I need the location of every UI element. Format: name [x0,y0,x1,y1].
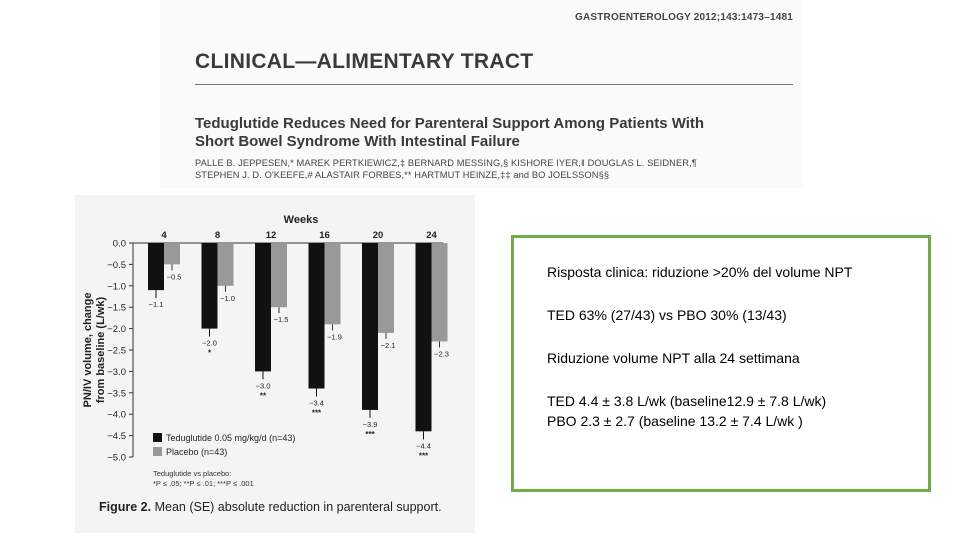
y-tick-label: 0.0 [112,238,126,250]
teduglutide-bar [255,243,271,371]
placebo-value-label: −1.9 [327,332,342,342]
y-tick-label: −4.0 [107,409,126,421]
legend-label-teduglutide: Teduglutide 0.05 mg/kg/d (n=43) [166,433,296,443]
significance-marker: * [207,348,212,358]
placebo-bar [325,243,341,324]
y-axis-label-line-2: from baseline (L/wk) [95,296,107,404]
teduglutide-bar [309,243,325,389]
teduglutide-bar [416,243,432,431]
significance-marker: *** [365,429,375,439]
summary-textbox [511,235,931,492]
legend-swatch-teduglutide [153,433,162,442]
placebo-bar [378,243,394,333]
y-tick-label: −1.5 [107,302,126,314]
teduglutide-bar [202,243,218,329]
summary-line-clinical-response: Risposta clinica: riduzione >20% del volume NPT [547,264,853,280]
legend-swatch-placebo [153,447,162,456]
placebo-bar [271,243,287,307]
summary-line-response-rates: TED 63% (27/43) vs PBO 30% (13/43) [547,307,787,323]
y-tick-label: −5.0 [107,452,126,464]
placebo-value-label: −1.0 [220,293,235,303]
y-tick-label: −3.5 [107,388,126,400]
caption-text: Mean (SE) absolute reduction in parenteral support. [154,500,442,514]
y-tick-label: −3.0 [107,366,126,378]
teduglutide-bar [362,243,378,410]
teduglutide-value-label: −3.0 [255,381,271,391]
author-line-2: STEPHEN J. D. O'KEEFE,# ALASTAIR FORBES,** HARTMUT HEINZE,‡‡ and BO JOELSSON§§ [195,170,610,180]
section-heading: CLINICAL—ALIMENTARY TRACT [195,50,534,73]
figure-panel [75,195,475,533]
paper-header [160,0,803,188]
y-tick-label: −2.5 [107,345,126,357]
summary-line-pbo-reduction: PBO 2.3 ± 2.7 (baseline 13.2 ± 7.4 L/wk ) [547,413,803,429]
significance-marker: ** [259,391,267,401]
placebo-bar [432,243,448,341]
x-category-label: 24 [426,230,437,241]
legend-label-placebo: Placebo (n=43) [166,447,228,457]
footnote-title: Teduglutide vs placebo: [153,469,232,478]
paper-title [195,115,795,151]
y-axis-label-line-1: PN/IV volume, change [82,292,94,408]
x-category-label: 20 [372,230,384,241]
figure-caption [99,500,442,514]
y-tick-label: −2.0 [107,324,126,336]
placebo-value-label: −2.1 [380,340,396,350]
teduglutide-bar [148,243,164,290]
caption-label: Figure 2. [99,500,152,514]
x-category-label: 12 [265,230,277,241]
paper-title-line-1: Teduglutide Reduces Need for Parenteral Support Among Patients With [195,115,705,132]
author-list [195,157,800,181]
placebo-value-label: −2.3 [434,349,449,359]
author-line-1: PALLE B. JEPPESEN,* MAREK PERTKIEWICZ,‡ BERNARD MESSING,§ KISHORE IYER,‖ DOUGLAS L. SEIDNER,¶ [195,158,697,168]
x-category-label: 4 [161,230,167,241]
y-tick-label: −1.0 [107,281,126,293]
y-tick-label: −4.5 [107,431,126,443]
summary-line-reduction-heading: Riduzione volume NPT alla 24 settimana [547,350,800,366]
teduglutide-value-label: −1.1 [148,300,164,310]
teduglutide-value-label: −4.4 [416,441,431,451]
bar-chart [75,195,475,533]
teduglutide-value-label: −2.0 [202,338,217,348]
significance-marker: *** [311,408,322,418]
teduglutide-value-label: −3.4 [309,398,324,408]
footnote-significance: *P ≤ .05; **P ≤ .01; ***P ≤ .001 [153,479,254,488]
chart-title: Weeks [283,214,319,226]
header-divider [195,84,793,85]
journal-citation: GASTROENTEROLOGY 2012;143:1473–1481 [574,12,793,23]
placebo-value-label: −1.5 [273,315,289,325]
significance-marker: *** [418,451,429,461]
placebo-bar [218,243,234,286]
placebo-bar [164,243,180,264]
paper-title-line-2: Short Bowel Syndrome With Intestinal Failure [195,133,520,150]
placebo-value-label: −0.5 [166,272,182,282]
teduglutide-value-label: −3.9 [362,419,378,429]
x-category-label: 8 [214,230,221,241]
summary-line-ted-reduction: TED 4.4 ± 3.8 L/wk (baseline12.9 ± 7.8 L/wk) [547,393,827,409]
y-tick-label: −0.5 [107,259,126,271]
x-category-label: 16 [319,230,330,241]
